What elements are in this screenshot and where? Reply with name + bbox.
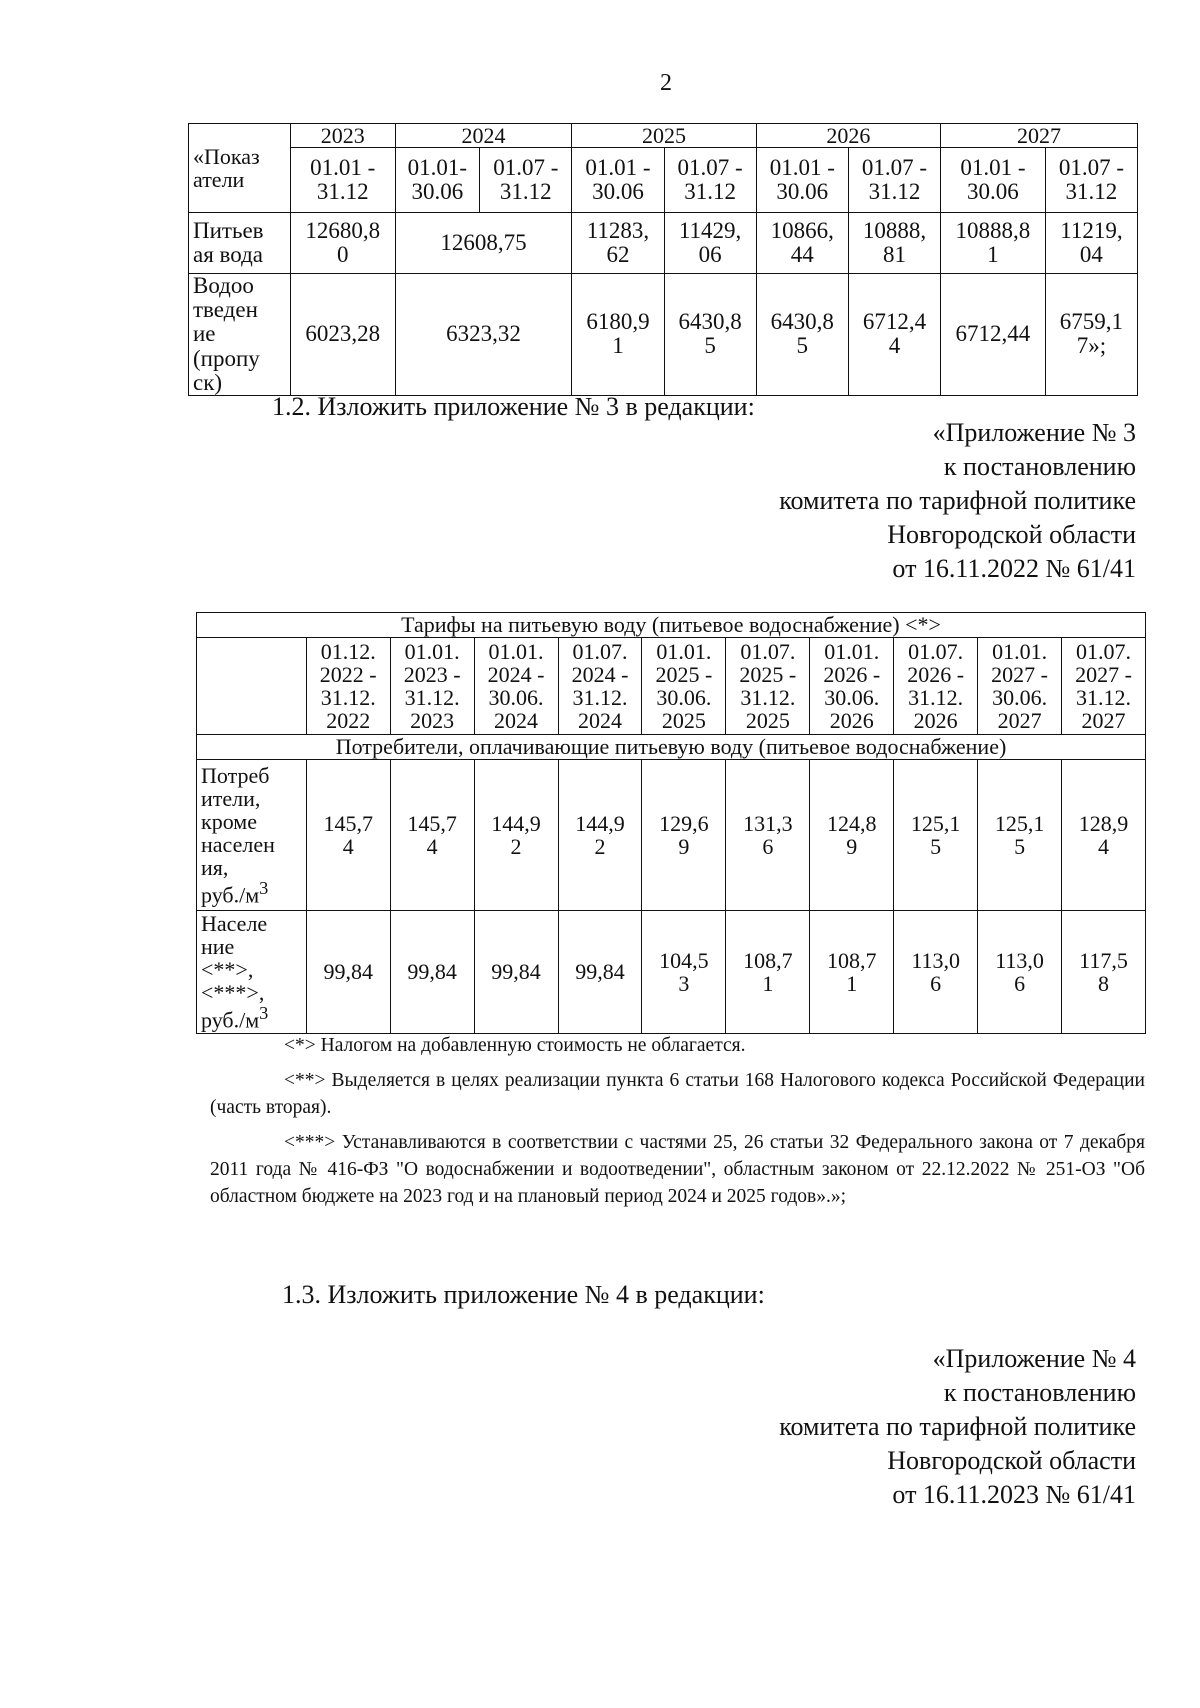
value-cell: 99,84 xyxy=(306,911,390,1034)
paragraph-1-3: 1.3. Изложить приложение № 4 в редакции: xyxy=(282,1280,765,1309)
value-cell: 10888,8 1 xyxy=(941,213,1046,274)
value-cell: 11219, 04 xyxy=(1045,213,1137,274)
value-cell: 99,84 xyxy=(558,911,642,1034)
appendix-4-header xyxy=(779,1342,1136,1512)
period-cell: 01.07 - 31.12 xyxy=(480,148,572,213)
row-label: Водоо тведен ие (пропу ск) xyxy=(189,274,291,396)
value-cell: 144,9 2 xyxy=(558,760,642,911)
year-2027: 2027 xyxy=(941,124,1138,148)
value-cell: 144,9 2 xyxy=(474,760,558,911)
footnote-3: <***> Устанавливаются в соответствии с частями 25, 26 статьи 32 Федерального закона от 7 декабря 2011 года № 416-ФЗ "О водоснабжении и водоотведении", областным законом от 22.12.2022 № 251-ОЗ "Об областном бюджете на 2023 год и на плановый период 2024 и 2025 годов».»; xyxy=(210,1132,1145,1207)
tariffs-table xyxy=(196,612,1146,1034)
appendix-line: комитета по тарифной политике xyxy=(779,486,1136,515)
consumers-subheader: Потребители, оплачивающие питьевую воду (питьевое водоснабжение) xyxy=(197,735,1146,760)
table-row xyxy=(197,760,1146,911)
period-cell: 01.07. 2027 - 31.12. 2027 xyxy=(1062,638,1146,735)
period-cell: 01.12. 2022 - 31.12. 2022 xyxy=(306,638,390,735)
value-cell: 6430,8 5 xyxy=(664,274,756,396)
period-cell: 01.01- 30.06 xyxy=(395,148,480,213)
appendix-line: «Приложение № 3 xyxy=(932,418,1136,447)
appendix-line: комитета по тарифной политике xyxy=(779,1412,1136,1441)
value-cell: 117,5 8 xyxy=(1062,911,1146,1034)
row-label: Питьев ая вода xyxy=(189,213,291,274)
value-cell: 145,7 4 xyxy=(390,760,474,911)
row-label-sup: 3 xyxy=(259,878,269,899)
table-caption: Тарифы на питьевую воду (питьевое водоснабжение) <*> xyxy=(197,613,1146,638)
value-cell: 12608,75 xyxy=(395,213,572,274)
paragraph-1-2: 1.2. Изложить приложение № 3 в редакции: xyxy=(272,392,755,421)
period-cell: 01.07. 2026 - 31.12. 2026 xyxy=(894,638,978,735)
row-label-text: Потреб ители, кроме населен ия, руб./м xyxy=(201,762,275,908)
footnote-1: <*> Налогом на добавленную стоимость не облагается. xyxy=(284,1035,746,1056)
value-cell: 6712,4 4 xyxy=(848,274,940,396)
value-cell: 129,6 9 xyxy=(642,760,726,911)
footnote-2: <**> Выделяется в целях реализации пункта 6 статьи 168 Налогового кодекса Российской Федерации (часть вторая). xyxy=(210,1070,1145,1118)
footnotes xyxy=(210,1032,1145,1218)
period-cell: 01.01. 2023 - 31.12. 2023 xyxy=(390,638,474,735)
indicators-table xyxy=(188,123,1138,396)
period-cell: 01.01 - 31.12 xyxy=(290,148,395,213)
value-cell: 125,1 5 xyxy=(978,760,1062,911)
value-cell: 6180,9 1 xyxy=(572,274,664,396)
value-cell: 113,0 6 xyxy=(978,911,1062,1034)
value-cell: 6023,28 xyxy=(290,274,395,396)
indicators-header: «Показ атели xyxy=(189,124,291,213)
period-cell: 01.07. 2025 - 31.12. 2025 xyxy=(726,638,810,735)
value-cell: 10866, 44 xyxy=(756,213,848,274)
value-cell: 104,5 3 xyxy=(642,911,726,1034)
appendix-line: к постановлению xyxy=(943,1378,1136,1407)
table-row xyxy=(197,911,1146,1034)
value-cell: 6712,44 xyxy=(941,274,1046,396)
appendix-line: «Приложение № 4 xyxy=(932,1344,1136,1373)
value-cell: 11283, 62 xyxy=(572,213,664,274)
value-cell: 6430,8 5 xyxy=(756,274,848,396)
appendix-line: от 16.11.2023 № 61/41 xyxy=(892,1480,1136,1509)
page-number: 2 xyxy=(660,70,672,96)
value-cell: 128,9 4 xyxy=(1062,760,1146,911)
period-cell: 01.01 - 30.06 xyxy=(572,148,664,213)
period-cell: 01.01 - 30.06 xyxy=(941,148,1046,213)
year-2025: 2025 xyxy=(572,124,756,148)
value-cell: 124,8 9 xyxy=(810,760,894,911)
period-cell: 01.07 - 31.12 xyxy=(664,148,756,213)
row-label-sup: 3 xyxy=(259,1003,269,1024)
year-2024: 2024 xyxy=(395,124,572,148)
value-cell: 108,7 1 xyxy=(810,911,894,1034)
value-cell: 145,7 4 xyxy=(306,760,390,911)
value-cell: 113,0 6 xyxy=(894,911,978,1034)
row-label-text: Населе ние <**>, <***>, руб./м xyxy=(201,911,268,1033)
appendix-line: от 16.11.2022 № 61/41 xyxy=(892,554,1136,583)
value-cell: 108,7 1 xyxy=(726,911,810,1034)
period-cell: 01.07 - 31.12 xyxy=(848,148,940,213)
appendix-line: к постановлению xyxy=(943,452,1136,481)
period-cell: 01.01. 2027 - 30.06. 2027 xyxy=(978,638,1062,735)
period-cell: 01.07. 2024 - 31.12. 2024 xyxy=(558,638,642,735)
value-cell: 11429, 06 xyxy=(664,213,756,274)
year-2026: 2026 xyxy=(756,124,940,148)
value-cell: 6323,32 xyxy=(395,274,572,396)
year-2023: 2023 xyxy=(290,124,395,148)
period-cell: 01.01. 2024 - 30.06. 2024 xyxy=(474,638,558,735)
row-label xyxy=(197,911,307,1034)
value-cell: 12680,8 0 xyxy=(290,213,395,274)
period-cell: 01.01 - 30.06 xyxy=(756,148,848,213)
period-cell: 01.01. 2025 - 30.06. 2025 xyxy=(642,638,726,735)
value-cell: 6759,1 7»; xyxy=(1045,274,1137,396)
value-cell: 125,1 5 xyxy=(894,760,978,911)
row-label xyxy=(197,760,307,911)
table-row xyxy=(189,274,1138,396)
period-cell: 01.07 - 31.12 xyxy=(1045,148,1137,213)
value-cell: 10888, 81 xyxy=(848,213,940,274)
value-cell: 131,3 6 xyxy=(726,760,810,911)
appendix-line: Новгородской области xyxy=(887,1446,1136,1475)
appendix-line: Новгородской области xyxy=(887,520,1136,549)
empty-corner xyxy=(197,638,307,735)
value-cell: 99,84 xyxy=(390,911,474,1034)
period-cell: 01.01. 2026 - 30.06. 2026 xyxy=(810,638,894,735)
table-row xyxy=(189,213,1138,274)
value-cell: 99,84 xyxy=(474,911,558,1034)
appendix-3-header xyxy=(779,416,1136,586)
